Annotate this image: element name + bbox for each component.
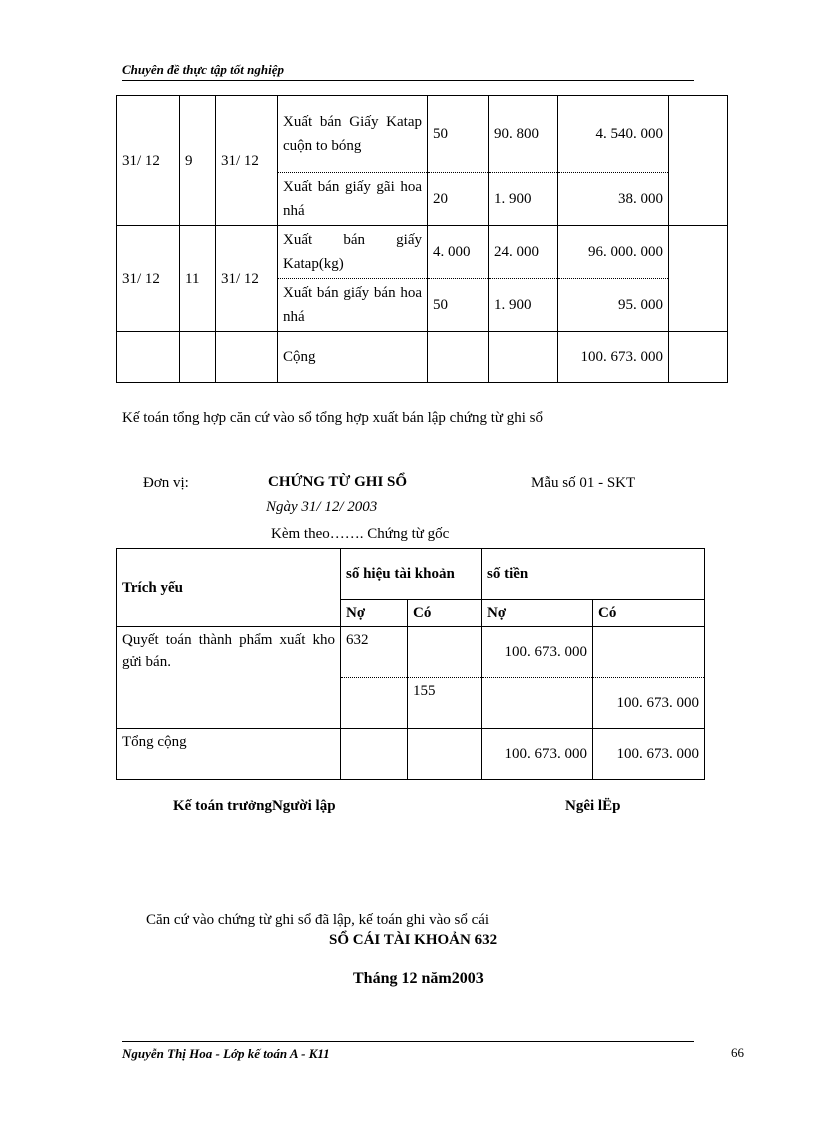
debit-amount: 100. 673. 000 bbox=[482, 627, 593, 678]
header-debit-amount: Nợ bbox=[482, 600, 593, 627]
total-label: Cộng bbox=[278, 332, 428, 383]
credit-account: 155 bbox=[408, 678, 482, 729]
voucher-date: Ngày 31/ 12/ 2003 bbox=[266, 499, 378, 515]
amount-cell: 95. 000 bbox=[558, 279, 669, 332]
form-number: Mẫu số 01 - SKT bbox=[531, 475, 636, 491]
quantity-cell: 50 bbox=[428, 96, 489, 173]
unit-label: Đơn vị: bbox=[143, 475, 189, 491]
header-credit-amount: Có bbox=[593, 600, 705, 627]
ledger-intro: Căn cứ vào chứng từ ghi sổ đã lập, kế toán ghi vào sổ cái bbox=[146, 912, 490, 928]
voucher-title: CHỨNG TỪ GHI SỔ bbox=[268, 474, 408, 490]
table-row bbox=[117, 332, 728, 383]
description-cell: Xuất bán Giấy Katap cuộn to bóng bbox=[278, 96, 428, 173]
voucher-number-cell: 9 bbox=[180, 96, 216, 226]
price-cell: 24. 000 bbox=[489, 226, 558, 279]
header-credit-account: Có bbox=[408, 600, 482, 627]
amount-cell: 4. 540. 000 bbox=[558, 96, 669, 173]
voucher-date-cell: 31/ 12 bbox=[216, 96, 278, 226]
table-row bbox=[117, 226, 728, 279]
date-cell: 31/ 12 bbox=[117, 226, 180, 332]
total-label: Tổng cộng bbox=[117, 729, 341, 780]
price-cell: 1. 900 bbox=[489, 173, 558, 226]
price-cell: 90. 800 bbox=[489, 96, 558, 173]
ledger-title: SỔ CÁI TÀI KHOẢN 632 bbox=[329, 932, 498, 948]
signature-right: Ngêi lËp bbox=[565, 798, 621, 814]
header-account: số hiệu tài khoản bbox=[341, 549, 482, 600]
voucher-number-cell: 11 bbox=[180, 226, 216, 332]
page-header-title: Chuyên đề thực tập tốt nghiệp bbox=[122, 62, 284, 77]
credit-amount: 100. 673. 000 bbox=[593, 678, 705, 729]
total-debit: 100. 673. 000 bbox=[482, 729, 593, 780]
quantity-cell: 50 bbox=[428, 279, 489, 332]
description-cell: Xuất bán giấy Katap(kg) bbox=[278, 226, 428, 279]
amount-cell: 38. 000 bbox=[558, 173, 669, 226]
voucher-date-cell: 31/ 12 bbox=[216, 226, 278, 332]
date-cell: 31/ 12 bbox=[117, 96, 180, 226]
price-cell: 1. 900 bbox=[489, 279, 558, 332]
note-cell bbox=[669, 96, 728, 226]
page-number: 66 bbox=[731, 1045, 744, 1060]
header-rule bbox=[122, 80, 694, 81]
table-header-row bbox=[117, 549, 705, 600]
header-debit-account: Nợ bbox=[341, 600, 408, 627]
table-row bbox=[117, 729, 705, 780]
signature-left: Kế toán trưởngNgười lập bbox=[173, 798, 336, 814]
header-amount: số tiền bbox=[482, 549, 705, 600]
table-row bbox=[117, 96, 728, 173]
description-cell: Xuất bán giấy bán hoa nhá bbox=[278, 279, 428, 332]
footer-rule bbox=[122, 1041, 694, 1042]
ledger-month: Tháng 12 năm2003 bbox=[353, 970, 484, 987]
intro-text: Kế toán tổng hợp căn cứ vào sổ tổng hợp xuất bán lập chứng từ ghi sổ bbox=[122, 410, 544, 426]
table-row bbox=[117, 627, 705, 678]
note-cell bbox=[669, 226, 728, 332]
footer-author: Nguyễn Thị Hoa - Lớp kế toán A - K11 bbox=[122, 1046, 330, 1061]
total-credit: 100. 673. 000 bbox=[593, 729, 705, 780]
entry-description: Quyết toán thành phẩm xuất kho gửi bán. bbox=[117, 627, 341, 729]
header-summary: Trích yếu bbox=[117, 549, 341, 627]
description-cell: Xuất bán giấy gãi hoa nhá bbox=[278, 173, 428, 226]
attached-docs: Kèm theo……. Chứng từ gốc bbox=[271, 526, 450, 542]
debit-account: 632 bbox=[341, 627, 408, 678]
voucher-table bbox=[116, 548, 705, 780]
sales-table bbox=[116, 95, 728, 383]
total-amount: 100. 673. 000 bbox=[558, 332, 669, 383]
quantity-cell: 20 bbox=[428, 173, 489, 226]
amount-cell: 96. 000. 000 bbox=[558, 226, 669, 279]
quantity-cell: 4. 000 bbox=[428, 226, 489, 279]
